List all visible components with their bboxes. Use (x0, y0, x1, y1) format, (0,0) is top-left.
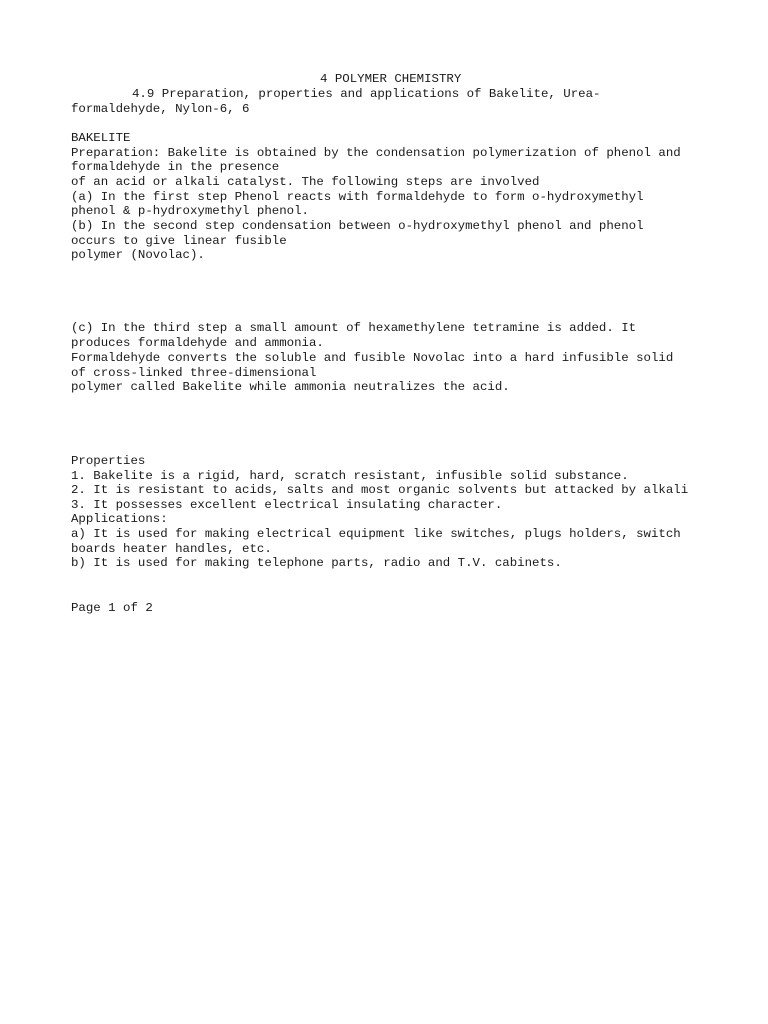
step-a-line-2: phenol & p-hydroxymethyl phenol. (71, 204, 309, 218)
chapter-title: 4 POLYMER CHEMISTRY (320, 72, 462, 86)
step-c-line-4: of cross-linked three-dimensional (71, 366, 317, 380)
application-a-line-2: boards heater handles, etc. (71, 542, 272, 556)
step-c-line-3: Formaldehyde converts the soluble and fusible Novolac into a hard infusible solid (71, 351, 674, 365)
property-item-1: 1. Bakelite is a rigid, hard, scratch resistant, infusible solid substance. (71, 469, 629, 483)
preparation-line-2: formaldehyde in the presence (71, 160, 280, 174)
property-item-3: 3. It possesses excellent electrical insulating character. (71, 498, 503, 512)
page-footer: Page 1 of 2 (71, 601, 153, 615)
section-heading-line-2: formaldehyde, Nylon-6, 6 (71, 102, 250, 116)
properties-heading: Properties (71, 454, 146, 468)
applications-heading: Applications: (71, 512, 168, 526)
preparation-line-3: of an acid or alkali catalyst. The following steps are involved (71, 175, 540, 189)
step-b-line-1: (b) In the second step condensation between o-hydroxymethyl phenol and phenol (71, 219, 644, 233)
step-c-line-5: polymer called Bakelite while ammonia neutralizes the acid. (71, 380, 510, 394)
bakelite-heading: BAKELITE (71, 131, 131, 145)
section-heading-line-1: 4.9 Preparation, properties and applications of Bakelite, Urea- (132, 87, 601, 101)
step-c-line-1: (c) In the third step a small amount of hexamethylene tetramine is added. It (71, 321, 637, 335)
preparation-line-1: Preparation: Bakelite is obtained by the condensation polymerization of phenol and (71, 146, 681, 160)
step-b-line-2: occurs to give linear fusible (71, 234, 287, 248)
step-c-line-2: produces formaldehyde and ammonia. (71, 336, 324, 350)
step-b-line-3: polymer (Novolac). (71, 248, 205, 262)
step-a-line-1: (a) In the first step Phenol reacts with formaldehyde to form o-hydroxymethyl (71, 190, 644, 204)
application-a-line-1: a) It is used for making electrical equipment like switches, plugs holders, switch (71, 527, 681, 541)
application-b: b) It is used for making telephone parts, radio and T.V. cabinets. (71, 556, 562, 570)
property-item-2: 2. It is resistant to acids, salts and most organic solvents but attacked by alkali (71, 483, 689, 497)
